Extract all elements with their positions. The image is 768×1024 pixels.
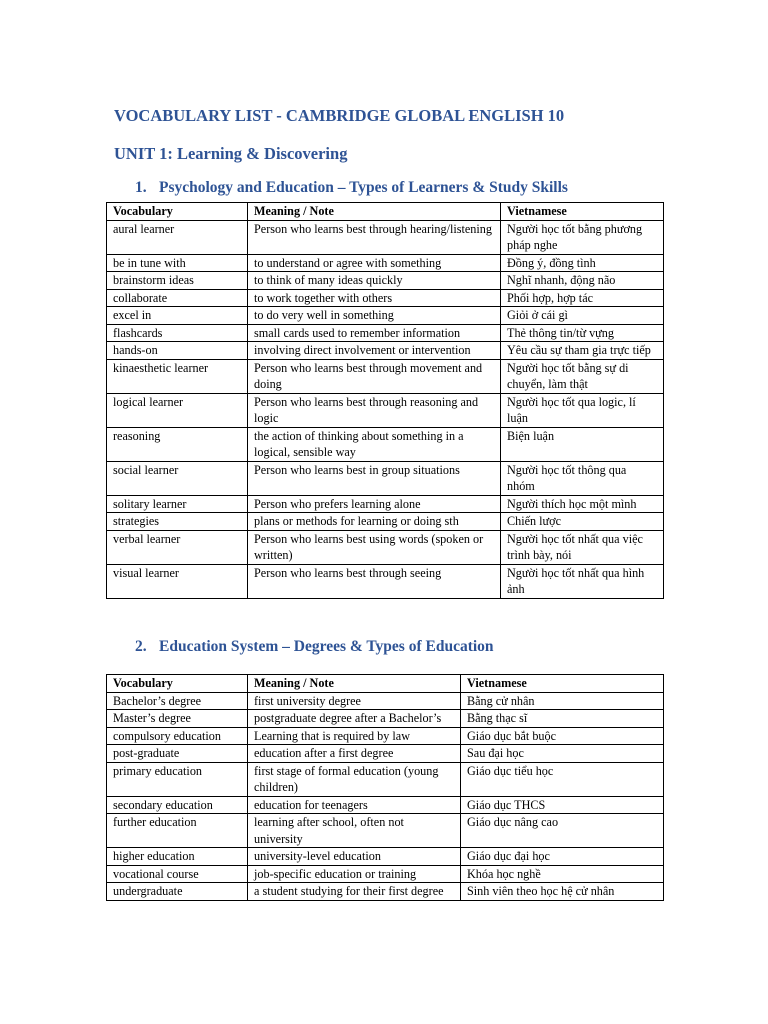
- section-title-psychology: [135, 179, 568, 197]
- table-header-row: [107, 203, 664, 221]
- vocab-term: undergraduate: [107, 883, 248, 901]
- vocab-vietnamese: Phối hợp, hợp tác: [501, 289, 664, 307]
- column-header-vocabulary: Vocabulary: [107, 203, 248, 221]
- table-row: [107, 272, 664, 290]
- vocab-vietnamese: Người học tốt bằng sự di chuyển, làm thật: [501, 359, 664, 393]
- document-title: VOCABULARY LIST - CAMBRIDGE GLOBAL ENGLISH 10: [114, 106, 565, 125]
- vocab-term: strategies: [107, 513, 248, 531]
- vocab-vietnamese: Sinh viên theo học hệ cử nhân: [461, 883, 664, 901]
- vocab-term: reasoning: [107, 427, 248, 461]
- vocab-vietnamese: Bằng thạc sĩ: [461, 710, 664, 728]
- vocab-vietnamese: Người học tốt qua logic, lí luận: [501, 393, 664, 427]
- column-header-vietnamese: Vietnamese: [461, 675, 664, 693]
- table-row: [107, 848, 664, 866]
- vocab-meaning: Person who learns best through seeing: [248, 564, 501, 598]
- vocab-term: social learner: [107, 461, 248, 495]
- vocab-term: further education: [107, 814, 248, 848]
- vocab-vietnamese: Sau đại học: [461, 745, 664, 763]
- vocab-meaning: first university degree: [248, 692, 461, 710]
- table-row: [107, 883, 664, 901]
- vocab-term: excel in: [107, 307, 248, 325]
- vocab-vietnamese: Người học tốt bằng phương pháp nghe: [501, 220, 664, 254]
- vocab-vietnamese: Khóa học nghề: [461, 865, 664, 883]
- vocab-term: solitary learner: [107, 495, 248, 513]
- vocab-vietnamese: Người thích học một mình: [501, 495, 664, 513]
- unit-title: UNIT 1: Learning & Discovering: [114, 144, 348, 163]
- vocab-vietnamese: Giáo dục nâng cao: [461, 814, 664, 848]
- vocab-vietnamese: Đồng ý, đồng tình: [501, 254, 664, 272]
- section-title-text: Education System – Degrees & Types of Education: [159, 638, 494, 655]
- vocab-meaning: Learning that is required by law: [248, 727, 461, 745]
- table-row: [107, 727, 664, 745]
- table-row: [107, 796, 664, 814]
- table-row: [107, 513, 664, 531]
- vocab-meaning: involving direct involvement or intervention: [248, 342, 501, 360]
- vocab-vietnamese: Bằng cử nhân: [461, 692, 664, 710]
- vocab-meaning: to work together with others: [248, 289, 501, 307]
- vocab-term: visual learner: [107, 564, 248, 598]
- table-row: [107, 342, 664, 360]
- vocab-meaning: postgraduate degree after a Bachelor’s: [248, 710, 461, 728]
- table-row: [107, 814, 664, 848]
- vocab-vietnamese: Chiến lược: [501, 513, 664, 531]
- vocab-term: compulsory education: [107, 727, 248, 745]
- vocab-meaning: to do very well in something: [248, 307, 501, 325]
- vocab-meaning: first stage of formal education (young children): [248, 762, 461, 796]
- vocab-meaning: learning after school, often not university: [248, 814, 461, 848]
- vocabulary-table-learners: [106, 202, 664, 599]
- vocab-term: be in tune with: [107, 254, 248, 272]
- table-body: [107, 692, 664, 900]
- vocab-term: verbal learner: [107, 530, 248, 564]
- vocab-meaning: a student studying for their first degree: [248, 883, 461, 901]
- vocab-term: vocational course: [107, 865, 248, 883]
- section-number: 2.: [135, 638, 147, 655]
- table-row: [107, 865, 664, 883]
- vocab-meaning: the action of thinking about something in a logical, sensible way: [248, 427, 501, 461]
- section-title-text: Psychology and Education – Types of Learners & Study Skills: [159, 179, 568, 196]
- vocab-meaning: Person who learns best through reasoning and logic: [248, 393, 501, 427]
- table-row: [107, 307, 664, 325]
- column-header-meaning: Meaning / Note: [248, 675, 461, 693]
- vocab-meaning: Person who prefers learning alone: [248, 495, 501, 513]
- vocab-meaning: plans or methods for learning or doing sth: [248, 513, 501, 531]
- vocab-term: collaborate: [107, 289, 248, 307]
- vocab-vietnamese: Biện luận: [501, 427, 664, 461]
- vocab-meaning: education for teenagers: [248, 796, 461, 814]
- vocab-meaning: Person who learns best using words (spoken or written): [248, 530, 501, 564]
- vocab-term: Bachelor’s degree: [107, 692, 248, 710]
- table-row: [107, 762, 664, 796]
- vocab-term: Master’s degree: [107, 710, 248, 728]
- table-row: [107, 530, 664, 564]
- vocab-meaning: job-specific education or training: [248, 865, 461, 883]
- table-row: [107, 393, 664, 427]
- vocab-vietnamese: Người học tốt nhất qua việc trình bày, nói: [501, 530, 664, 564]
- vocab-meaning: small cards used to remember information: [248, 324, 501, 342]
- vocab-term: brainstorm ideas: [107, 272, 248, 290]
- vocab-vietnamese: Giỏi ở cái gì: [501, 307, 664, 325]
- vocab-vietnamese: Giáo dục bắt buộc: [461, 727, 664, 745]
- vocab-vietnamese: Giáo dục tiểu học: [461, 762, 664, 796]
- vocabulary-table-education: [106, 674, 664, 901]
- vocab-vietnamese: Giáo dục THCS: [461, 796, 664, 814]
- vocab-meaning: education after a first degree: [248, 745, 461, 763]
- vocab-vietnamese: Giáo dục đại học: [461, 848, 664, 866]
- table-body: [107, 220, 664, 598]
- vocab-term: primary education: [107, 762, 248, 796]
- column-header-vietnamese: Vietnamese: [501, 203, 664, 221]
- table-row: [107, 495, 664, 513]
- vocab-term: aural learner: [107, 220, 248, 254]
- section-title-education-system: [135, 638, 494, 656]
- vocab-meaning: to think of many ideas quickly: [248, 272, 501, 290]
- vocab-term: flashcards: [107, 324, 248, 342]
- vocab-meaning: Person who learns best in group situations: [248, 461, 501, 495]
- vocab-vietnamese: Nghĩ nhanh, động não: [501, 272, 664, 290]
- vocab-vietnamese: Yêu cầu sự tham gia trực tiếp: [501, 342, 664, 360]
- vocab-term: kinaesthetic learner: [107, 359, 248, 393]
- vocab-vietnamese: Người học tốt thông qua nhóm: [501, 461, 664, 495]
- vocab-meaning: to understand or agree with something: [248, 254, 501, 272]
- vocab-term: secondary education: [107, 796, 248, 814]
- vocab-meaning: Person who learns best through movement and doing: [248, 359, 501, 393]
- table-row: [107, 461, 664, 495]
- table-row: [107, 710, 664, 728]
- table-row: [107, 692, 664, 710]
- table-row: [107, 220, 664, 254]
- table-row: [107, 427, 664, 461]
- section-number: 1.: [135, 179, 147, 196]
- vocab-vietnamese: Thẻ thông tin/từ vựng: [501, 324, 664, 342]
- table-row: [107, 324, 664, 342]
- column-header-meaning: Meaning / Note: [248, 203, 501, 221]
- table-row: [107, 359, 664, 393]
- vocab-term: higher education: [107, 848, 248, 866]
- table-header-row: [107, 675, 664, 693]
- table-row: [107, 254, 664, 272]
- vocab-term: hands-on: [107, 342, 248, 360]
- vocab-term: logical learner: [107, 393, 248, 427]
- table-row: [107, 564, 664, 598]
- vocab-meaning: university-level education: [248, 848, 461, 866]
- vocab-vietnamese: Người học tốt nhất qua hình ảnh: [501, 564, 664, 598]
- table-row: [107, 745, 664, 763]
- column-header-vocabulary: Vocabulary: [107, 675, 248, 693]
- vocab-meaning: Person who learns best through hearing/listening: [248, 220, 501, 254]
- table-row: [107, 289, 664, 307]
- vocab-term: post-graduate: [107, 745, 248, 763]
